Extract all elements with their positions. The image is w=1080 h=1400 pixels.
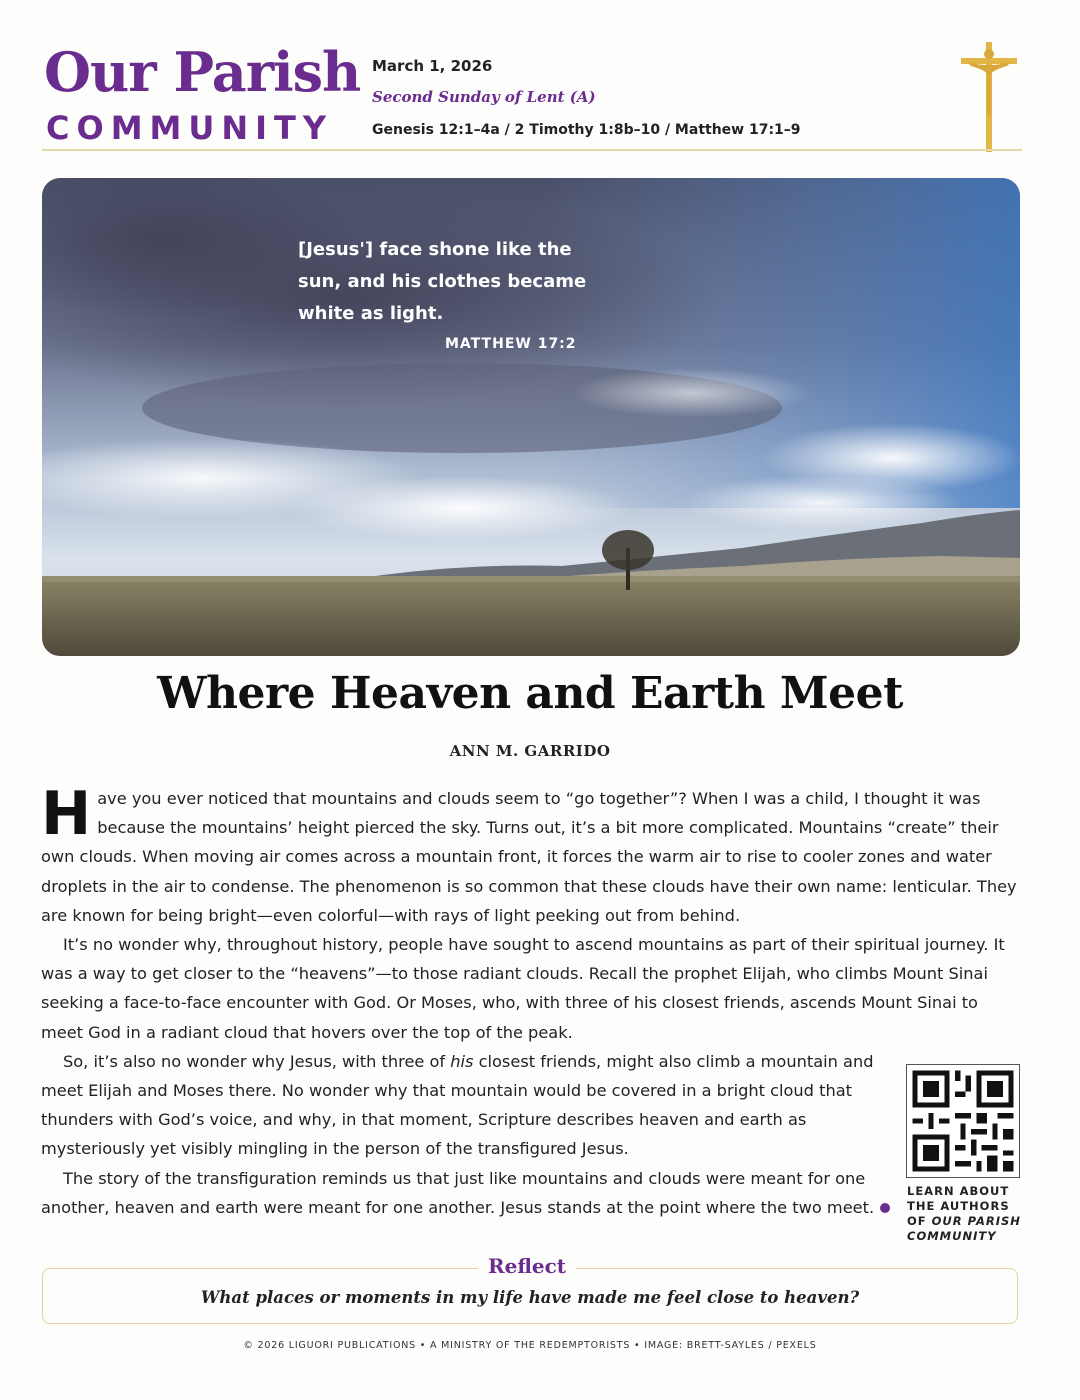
paragraph-1-text: ave you ever noticed that mountains and clouds seem to “go together”? When I was a child, I thought it was because the mountains’ height pierced the sky. Turns out, it’s a bit more complicated. Mountains “create” their own clouds. When moving air comes across a mountain front, it forces the warm air to rise to cooler zones and water droplets in the air to condense. The phenomenon is so common that these clouds have their own name: lenticular. They are known for being bright—even colorful—with rays of light peeking out from behind. — [41, 789, 1017, 925]
masthead-divider — [42, 149, 1022, 151]
crucifix-icon — [957, 42, 1021, 152]
hero-quote: [Jesus'] face shone like the sun, and his clothes became white as light. — [298, 239, 587, 324]
hero-quote-reference: MATTHEW 17:2 — [445, 336, 577, 352]
hero-image — [42, 178, 1020, 656]
qr-caption-line-3 — [907, 1214, 1027, 1229]
article-author: ANN M. GARRIDO — [449, 742, 611, 760]
footer-credits: © 2026 LIGUORI PUBLICATIONS • A MINISTRY OF THE REDEMPTORISTS • IMAGE: BRETT-SAYLES / PEXELS — [243, 1340, 817, 1351]
paragraph-3-text-a: So, it’s also no wonder why Jesus, with three of — [63, 1051, 451, 1071]
qr-caption-line-1: LEARN ABOUT — [907, 1184, 1010, 1198]
drop-cap: H — [41, 779, 92, 849]
paragraph-3 — [41, 1047, 891, 1164]
article-headline: Where Heaven and Earth Meet — [157, 668, 903, 719]
paragraph-4-text: The story of the transfiguration reminds us that just like mountains and clouds were meant for one another, heaven and earth were meant for one another. Jesus stands at the point where the two meet. — [41, 1168, 875, 1217]
qr-caption-line-2: THE AUTHORS — [907, 1199, 1010, 1213]
liturgical-day: Second Sunday of Lent (A) — [372, 88, 596, 106]
paragraph-2: It’s no wonder why, throughout history, people have sought to ascend mountains as part of their spiritual journey. It was a way to get closer to the “heavens”—to those radiant clouds. Recall the prophet Elijah, who climbs Mount Sinai seeking a face-to-face encounter with God. Or Moses, who, with three of his closest friends, ascends Mount Sinai to meet God in a radiant cloud that hovers over the top of the peak. — [41, 935, 1005, 1042]
reflect-title: Reflect — [478, 1254, 576, 1278]
article-body — [41, 779, 1021, 1222]
end-mark-icon — [880, 1203, 890, 1213]
publication-title: Our Parish — [44, 40, 361, 104]
qr-caption-prefix: OF — [907, 1214, 932, 1228]
publication-subtitle: COMMUNITY — [46, 109, 334, 147]
reflect-question: What places or moments in my life have made me feel close to heaven? — [200, 1288, 860, 1307]
issue-date: March 1, 2026 — [372, 57, 493, 75]
qr-caption-emphasis: OUR PARISH — [931, 1214, 1021, 1228]
masthead — [42, 40, 1022, 152]
paragraph-3-text-b: closest friends, might also climb a mountain and meet Elijah and Moses there. No wonder why that mountain would be covered in a bright cloud that thunders with God’s voice, and why, in that moment, Scripture describes heaven and earth as mysteriously yet visibly mingling in the person of the transfigured Jesus. — [41, 1051, 874, 1159]
qr-caption-line-4: COMMUNITY — [907, 1229, 997, 1243]
paragraph-4 — [41, 1164, 891, 1222]
qr-caption — [907, 1184, 1027, 1244]
paragraph-3-emphasis: his — [450, 1051, 474, 1071]
paragraph-1 — [41, 779, 1021, 930]
qr-code-icon[interactable] — [906, 1064, 1020, 1178]
readings: Genesis 12:1–4a / 2 Timothy 1:8b–10 / Matthew 17:1–9 — [372, 122, 801, 138]
